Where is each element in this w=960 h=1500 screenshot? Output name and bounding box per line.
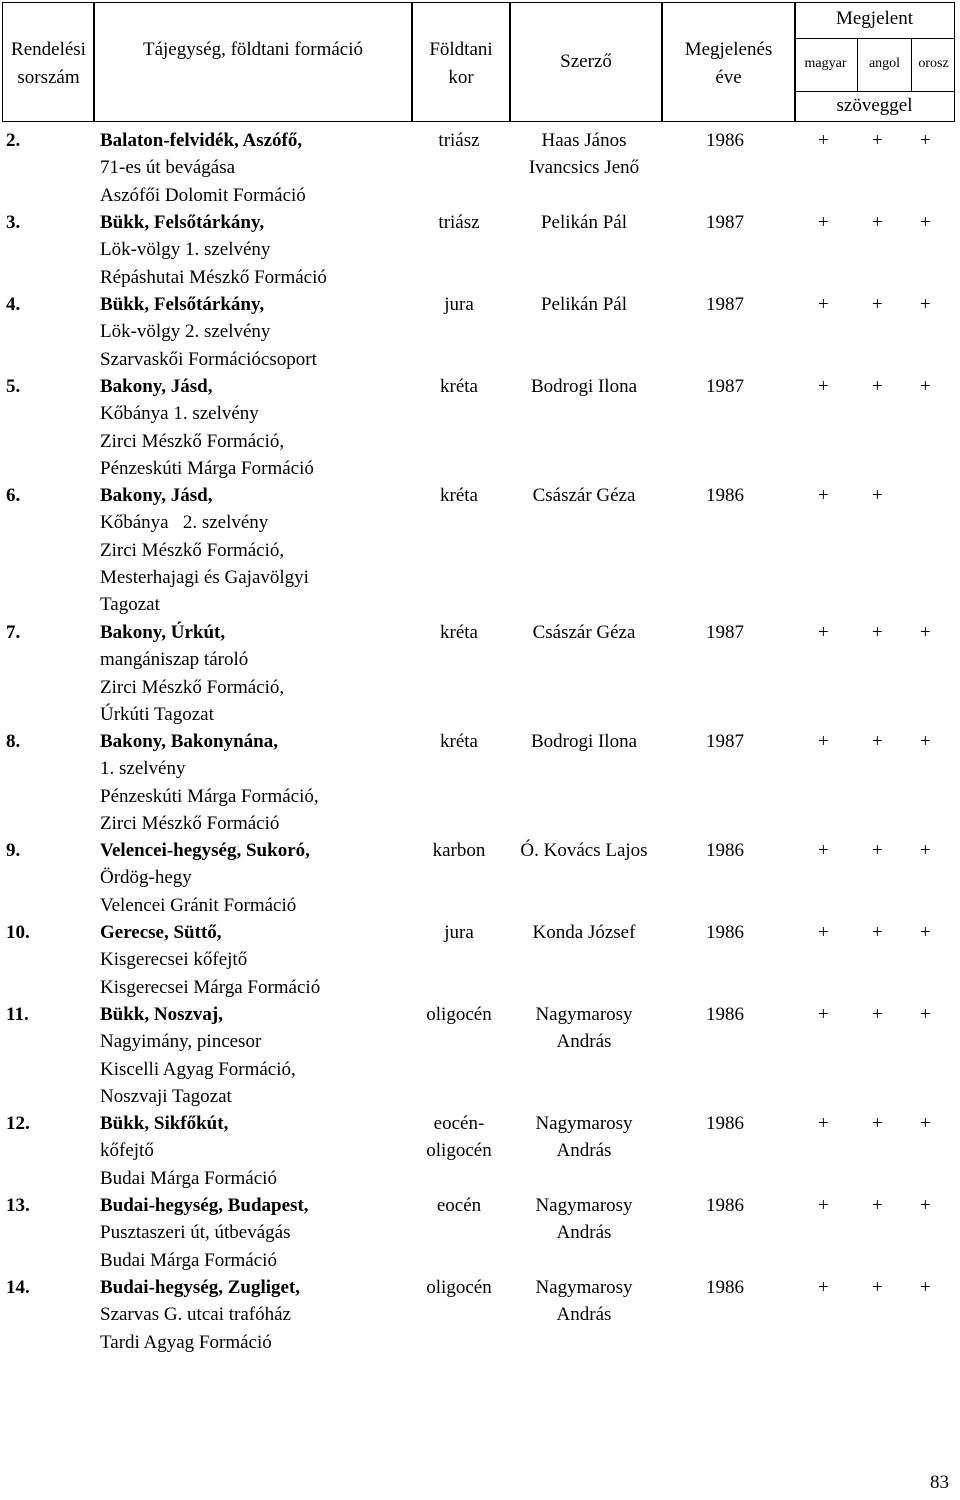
row-kor: oligocén [426,1004,492,1025]
row-year: 1986 [706,1113,744,1134]
table-header [2,2,955,122]
row-kor: jura [444,922,474,943]
row-location: Bakony, Jásd, Kőbánya 1. szelvény Zirci Mészkő Formáció, Pénzeskúti Márga Formáció [100,376,314,479]
row-szerzo: Nagymarosy András [535,1004,633,1053]
header-szoveggel: szöveggel [836,95,913,116]
header-megjelenes: Megjelenés éve [684,39,773,88]
row-number: 2. [6,130,21,151]
header-szerzo: Szerző [560,51,612,72]
row-year: 1987 [706,622,744,643]
row-kor: karbon [432,840,486,861]
row-year: 1986 [706,130,744,151]
row-year: 1987 [706,294,744,315]
row-szerzo: Császár Géza [532,622,636,643]
row-location: Bakony, Úrkút, mangániszap tároló Zirci Mészkő Formáció, Úrkúti Tagozat [100,622,285,725]
row-number: 8. [6,731,21,752]
row-number: 4. [6,294,21,315]
row-szerzo: Haas János Ivancsics Jenő [528,130,640,179]
row-year: 1986 [706,485,744,506]
row-number: 14. [6,1277,30,1298]
row-szerzo: Ó. Kovács Lajos [520,840,648,861]
row-szerzo: Bodrogi Ilona [530,731,638,752]
row-number: 12. [6,1113,30,1134]
row-year: 1986 [706,922,744,943]
row-location: Bükk, Sikfőkút, kőfejtő Budai Márga Formáció [100,1113,277,1189]
row-kor: jura [444,294,474,315]
row-kor: eocén- oligocén [426,1113,492,1162]
row-location: Velencei-hegység, Sukoró, Ördög-hegy Velencei Gránit Formáció [100,840,310,916]
row-number: 6. [6,485,21,506]
row-number: 13. [6,1195,30,1216]
header-foldtani: Földtani kor [429,39,493,88]
row-szerzo: Bodrogi Ilona [530,376,638,397]
row-kor: kréta [440,622,478,643]
row-szerzo: Nagymarosy András [535,1195,633,1244]
row-year: 1987 [706,731,744,752]
row-year: 1987 [706,376,744,397]
header-orosz: orosz [918,56,949,71]
row-year: 1986 [706,1004,744,1025]
row-kor: oligocén [426,1277,492,1298]
row-location: Bükk, Felsőtárkány, Lök-völgy 2. szelvény Szarvaskői Formációcsoport [100,294,317,370]
row-year: 1986 [706,840,744,861]
row-kor: kréta [440,731,478,752]
row-number: 7. [6,622,21,643]
row-year: 1987 [706,212,744,233]
row-szerzo: Nagymarosy András [535,1277,633,1326]
row-location: Gerecse, Süttő, Kisgerecsei kőfejtő Kisgerecsei Márga Formáció [100,922,321,998]
row-year: 1986 [706,1195,744,1216]
row-location: Budai-hegység, Budapest, Pusztaszeri út, útbevágás Budai Márga Formáció [100,1195,309,1271]
row-number: 9. [6,840,21,861]
row-location: Budai-hegység, Zugliget, Szarvas G. utcai trafóház Tardi Agyag Formáció [100,1277,301,1353]
row-kor: triász [438,212,480,233]
row-kor: eocén [436,1195,482,1216]
row-szerzo: Nagymarosy András [535,1113,633,1162]
page-number: 83 [930,1472,949,1493]
row-location: Bakony, Jásd, Kőbánya 2. szelvény Zirci Mészkő Formáció, Mesterhajagi és Gajavölgyi Tagozat [100,485,309,616]
row-szerzo: Pelikán Pál [540,294,628,315]
header-tajegyseg: Tájegység, földtani formáció [142,39,363,60]
row-szerzo: Pelikán Pál [540,212,628,233]
row-szerzo: Császár Géza [532,485,636,506]
row-location: Balaton-felvidék, Aszófő, 71-es út bevágása Aszófői Dolomit Formáció [100,130,306,206]
row-number: 3. [6,212,21,233]
row-szerzo: Konda József [532,922,636,943]
header-megjelent: Megjelent [835,8,914,29]
header-magyar: magyar [804,56,847,71]
row-number: 5. [6,376,21,397]
header-angol: angol [868,56,901,71]
row-location: Bükk, Felsőtárkány, Lök-völgy 1. szelvény Répáshutai Mészkő Formáció [100,212,327,288]
row-location: Bükk, Noszvaj, Nagyimány, pincesor Kiscelli Agyag Formáció, Noszvaji Tagozat [100,1004,296,1107]
row-location: Bakony, Bakonynána, 1. szelvény Pénzeskúti Márga Formáció, Zirci Mészkő Formáció [100,731,319,834]
row-number: 11. [6,1004,29,1025]
header-rendelesi: Rendelési sorszám [11,39,86,88]
row-kor: kréta [440,485,478,506]
row-kor: triász [438,130,480,151]
row-number: 10. [6,922,30,943]
row-year: 1986 [706,1277,744,1298]
row-kor: kréta [440,376,478,397]
